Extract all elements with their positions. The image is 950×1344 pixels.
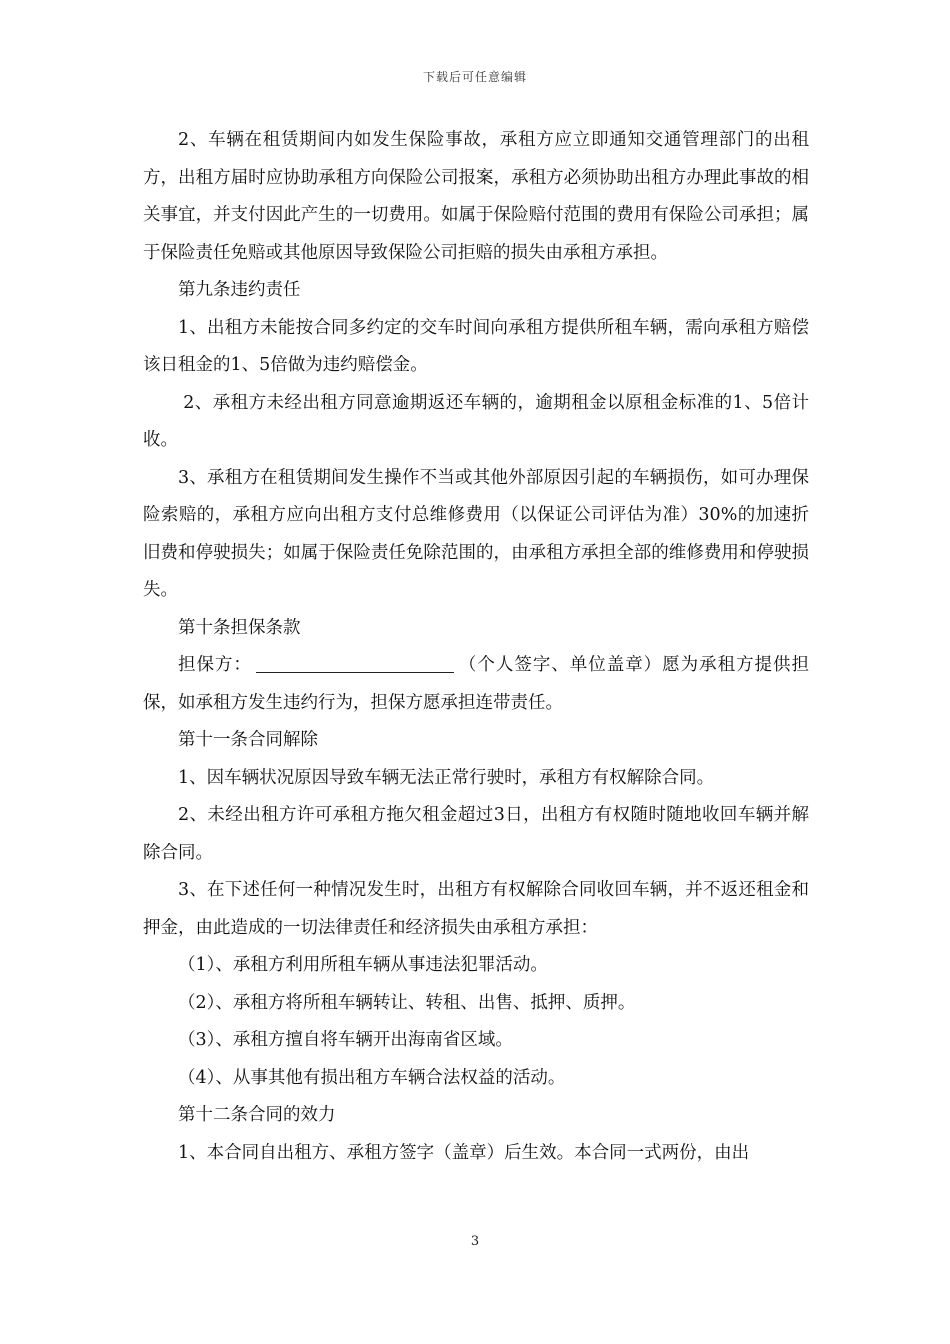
- paragraph-guarantor: [143, 647, 809, 722]
- list-item-termination-1: （1）、承租方利用所租车辆从事违法犯罪活动。: [178, 955, 548, 975]
- section-title-article-11: 第十一条合同解除: [178, 730, 318, 750]
- paragraph-article-11-item-2: 2、未经出租方许可承租方拖欠租金超过3日，出租方有权随时随地收回车辆并解除合同。: [143, 805, 809, 863]
- document-body: [143, 122, 809, 1172]
- paragraph-article-9-item-3: 3、承租方在租赁期间发生操作不当或其他外部原因引起的车辆损伤，如可办理保险索赔的，承租方应向出租方支付总维修费用（以保证公司评估为准）30%的加速折旧费和停驶损失；如属于保险责任免除范围的，由承租方承担全部的维修费用和停驶损失。: [143, 467, 809, 600]
- paragraph-article-9-item-1: 1、出租方未能按合同多约定的交车时间向承租方提供所租车辆，需向承租方赔偿该日租金的1、5倍做为违约赔偿金。: [143, 317, 809, 375]
- guarantor-signature-blank[interactable]: [256, 654, 454, 673]
- paragraph-insurance-accident: 2、车辆在租赁期间内如发生保险事故，承租方应立即通知交通管理部门的出租方，出租方届时应协助承租方向保险公司报案，承租方必须协助出租方办理此事故的相关事宜，并支付因此产生的一切费用。如属于保险赔付范围的费用有保险公司承担；属于保险责任免赔或其他原因导致保险公司拒赔的损失由承租方承担。: [143, 130, 809, 263]
- list-item-termination-2: （2）、承租方将所租车辆转让、转租、出售、抵押、质押。: [178, 992, 636, 1013]
- paragraph-article-11-item-1: 1、因车辆状况原因导致车辆无法正常行驶时，承租方有权解除合同。: [178, 767, 715, 788]
- paragraph-article-9-item-2: 2、承租方未经出租方同意逾期返还车辆的，逾期租金以原租金标准的1、5倍计收。: [143, 392, 809, 450]
- section-title-article-10: 第十条担保条款: [178, 617, 301, 638]
- guarantor-label: 担保方：: [178, 655, 252, 675]
- list-item-termination-4: （4）、从事其他有损出租方车辆合法权益的活动。: [178, 1067, 566, 1088]
- page-header: 下载后可任意编辑: [422, 70, 527, 84]
- page-number: 3: [470, 1234, 480, 1249]
- section-title-article-12: 第十二条合同的效力: [178, 1105, 336, 1125]
- section-title-article-9: 第九条违约责任: [178, 280, 301, 300]
- list-item-termination-3: （3）、承租方擅自将车辆开出海南省区域。: [178, 1030, 513, 1050]
- paragraph-article-12-item-1: 1、本合同自出租方、承租方签字（盖章）后生效。本合同一式两份，由出: [178, 1142, 750, 1163]
- guarantor-clause-text: （个人签字、单位盖章）愿为承租方提供担保，如承租方发生违约行为，担保方愿承担连带责任。: [143, 655, 810, 713]
- paragraph-article-11-item-3: 3、在下述任何一种情况发生时，出租方有权解除合同收回车辆，并不返还租金和押金，由此造成的一切法律责任和经济损失由承租方承担：: [143, 880, 809, 938]
